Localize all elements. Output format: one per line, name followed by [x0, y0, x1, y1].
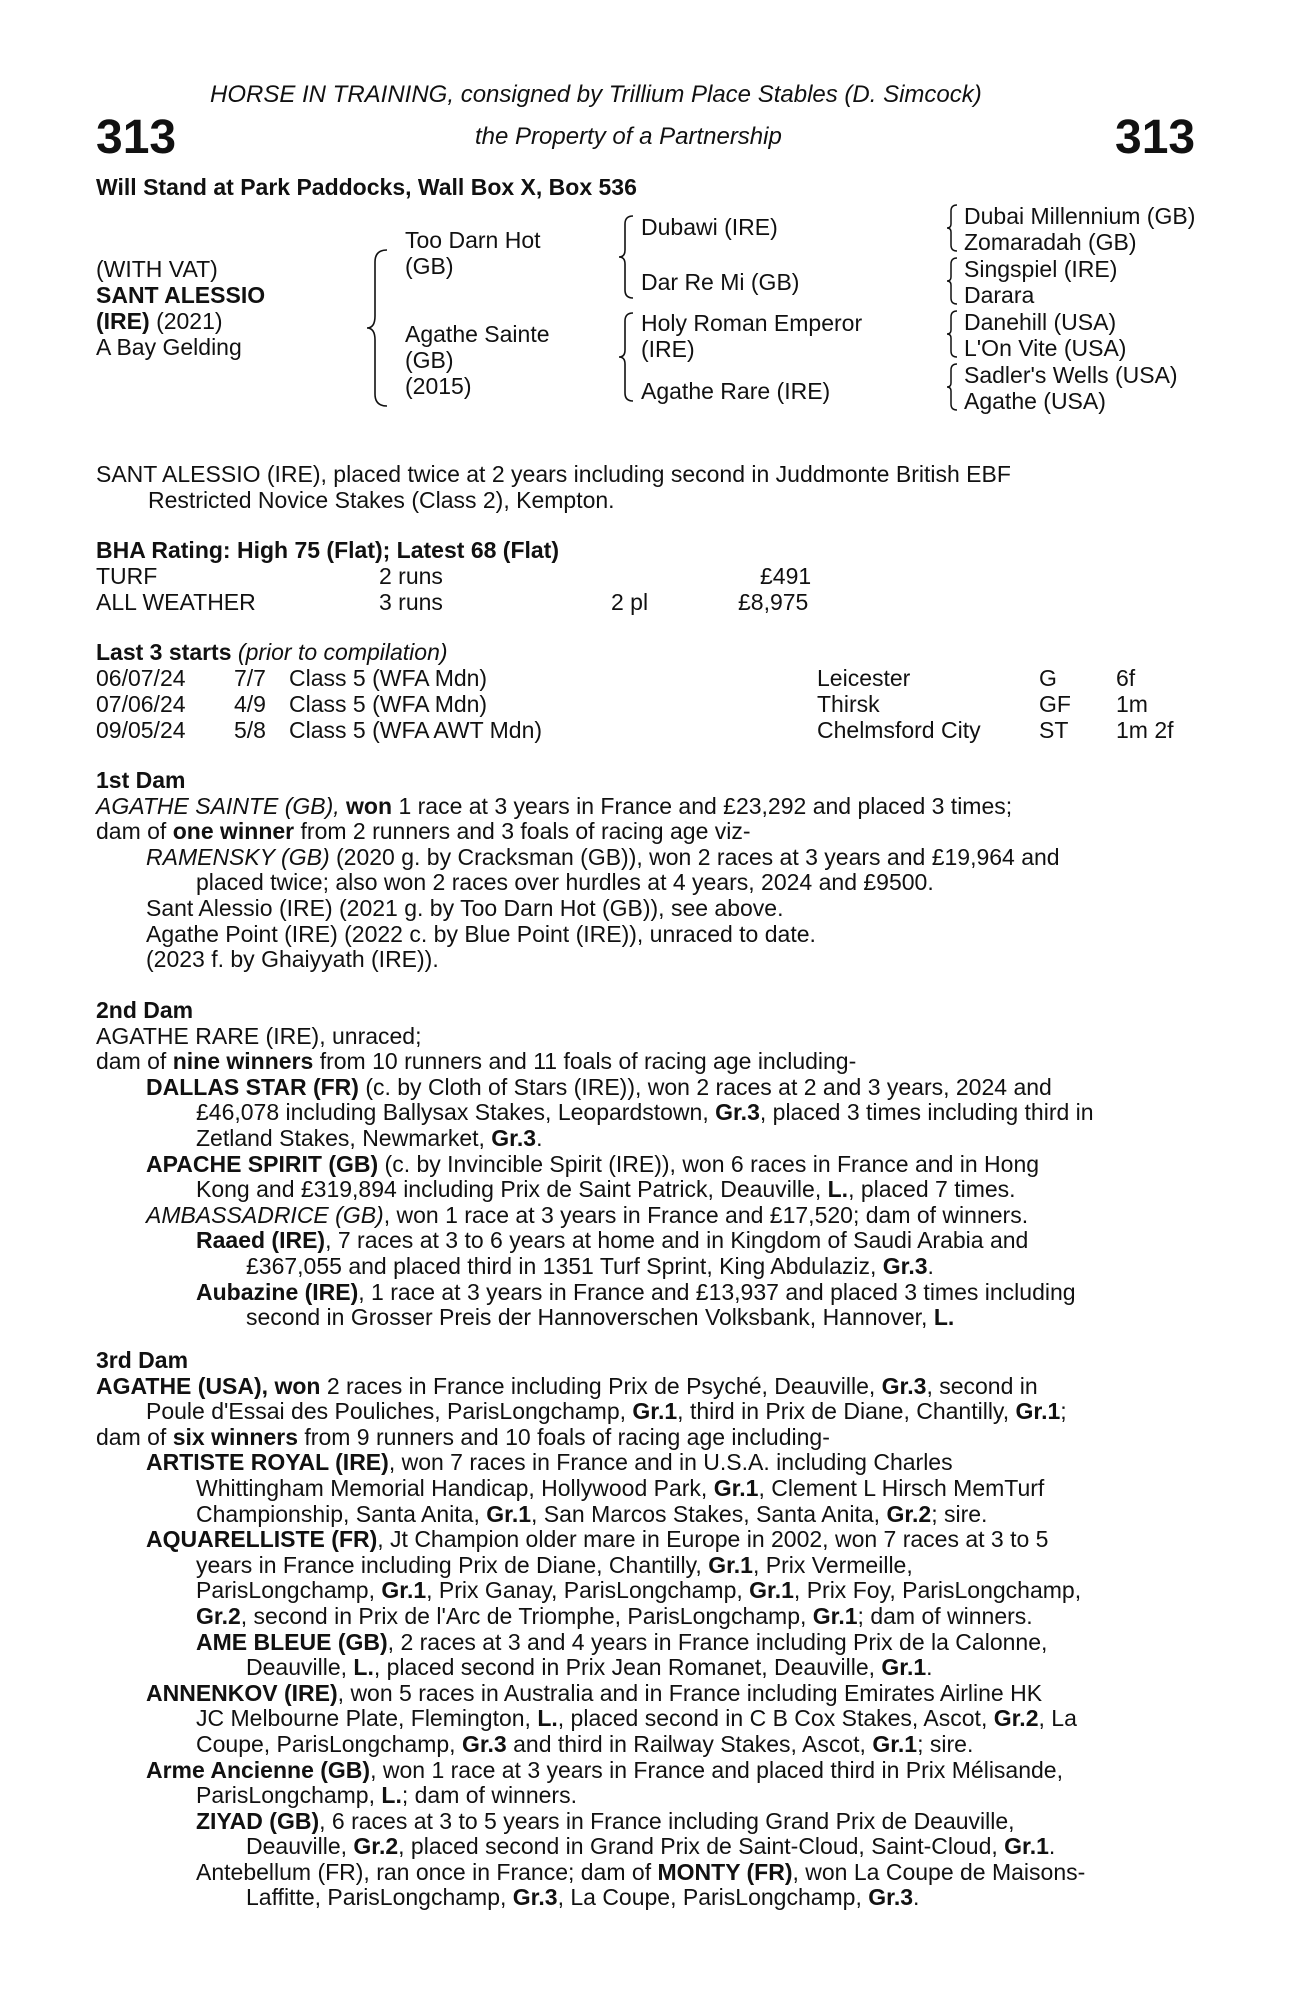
- grade-badge: Gr.3: [491, 1124, 537, 1151]
- progeny-agathe-point: Agathe Point (IRE) (2022 c. by Blue Point (IRE)), unraced to date.: [146, 920, 816, 947]
- artiste-royal-line3: [96, 1502, 1206, 1528]
- start-2-going: GF: [1039, 691, 1071, 717]
- rating-row-aw-placed: 2 pl: [611, 589, 649, 615]
- third-dam-record: 2 races in France including Prix de Psyché, Deauville,: [326, 1372, 876, 1399]
- second-dam-line2: [96, 1049, 1206, 1075]
- g3-ancestor-7: Sadler's Wells (USA): [964, 362, 1178, 388]
- apache-spirit-line2: [96, 1177, 1206, 1203]
- dam-dam: Agathe Rare (IRE): [641, 378, 831, 404]
- rating-row-aw-surface: ALL WEATHER: [96, 589, 256, 615]
- apache-spirit-race: Kong and £319,894 including Prix de Saint Patrick, Deauville,: [196, 1176, 822, 1203]
- dallas-star-race: £46,078 including Ballysax Stakes, Leopardstown,: [196, 1099, 709, 1126]
- annenkov-name: ANNENKOV (IRE): [146, 1679, 338, 1706]
- ame-bleue-name: AME BLEUE (GB): [196, 1628, 388, 1655]
- apache-spirit-name: APACHE SPIRIT (GB): [146, 1150, 379, 1177]
- third-dam-foals: from 9 runners and 10 foals of racing age including-: [304, 1423, 830, 1450]
- vat-status: (WITH VAT): [96, 256, 218, 282]
- ziyad-name: ZIYAD (GB): [196, 1807, 320, 1834]
- listed-badge: L.: [353, 1654, 374, 1681]
- apache-spirit-line1: [96, 1152, 1206, 1178]
- annenkov-line1: [96, 1681, 1206, 1707]
- ziyad-line2: [96, 1834, 1206, 1860]
- pedigree-brace-g3-2: [945, 256, 959, 306]
- horse-origin-year: [96, 309, 223, 335]
- annenkov-race: JC Melbourne Plate, Flemington,: [196, 1705, 531, 1732]
- aubazine-name: Aubazine (IRE): [196, 1278, 359, 1305]
- g3-ancestor-8: Agathe (USA): [964, 388, 1106, 414]
- g3-ancestor-4: Darara: [964, 282, 1035, 308]
- aquarelliste-dam-of: ; dam of winners.: [857, 1602, 1033, 1629]
- aquarelliste-record: , Jt Champion older mare in Europe in 2002, won 7 races at 3 to 5: [377, 1526, 1049, 1553]
- g3-ancestor-5: Danehill (USA): [964, 309, 1117, 335]
- ame-bleue-line1: [96, 1630, 1206, 1656]
- antebellum-text: Antebellum (FR), ran once in France; dam of: [196, 1858, 652, 1885]
- artiste-royal-line1: [96, 1450, 1206, 1476]
- third-dam-second: , second in: [926, 1372, 1038, 1399]
- dallas-star-line3: [96, 1126, 1206, 1152]
- first-dam-line1: [96, 794, 1206, 820]
- third-dam-won: , won: [261, 1372, 321, 1399]
- grade-badge: Gr.3: [512, 1884, 558, 1911]
- grade-badge: Gr.1: [881, 1654, 927, 1681]
- start-2-pos: 4/9: [234, 691, 266, 717]
- ambassadrice-name: AMBASSADRICE (GB): [146, 1201, 384, 1228]
- first-dam-title: 1st Dam: [96, 767, 186, 793]
- start-2-dist: 1m: [1116, 691, 1148, 717]
- dallas-star-race2: Zetland Stakes, Newmarket,: [196, 1124, 485, 1151]
- grade-badge: Gr.1: [872, 1730, 918, 1757]
- artiste-royal-line2: [96, 1476, 1206, 1502]
- third-dam-third: , third in Prix de Diane, Chantilly,: [677, 1398, 1010, 1425]
- ziyad-second: , placed second in Grand Prix de Saint-Cloud, Saint-Cloud,: [398, 1833, 998, 1860]
- start-1-course: Leicester: [817, 665, 911, 691]
- ziyad-record: , 6 races at 3 to 5 years in France including Grand Prix de Deauville,: [319, 1807, 1015, 1834]
- dallas-star-line2: [96, 1100, 1206, 1126]
- punctuation: .: [927, 1252, 934, 1279]
- antebellum-line1: [96, 1860, 1206, 1886]
- third-dam-title: 3rd Dam: [96, 1347, 189, 1373]
- third-dam-line2: [96, 1399, 1206, 1425]
- ziyad-course: Deauville,: [246, 1833, 347, 1860]
- grade-badge: Gr.2: [196, 1602, 241, 1629]
- listed-badge: L.: [933, 1304, 955, 1331]
- stand-location: Will Stand at Park Paddocks, Wall Box X, Box 536: [96, 174, 637, 200]
- aquarelliste-line1: [96, 1527, 1206, 1553]
- punctuation: ;: [1060, 1398, 1067, 1425]
- raaed-race: £367,055 and placed third in 1351 Turf Sprint, King Abdulaziz,: [246, 1252, 877, 1279]
- pedigree-brace-g3-4: [945, 362, 959, 412]
- ziyad-line1: [96, 1809, 1206, 1835]
- listed-badge: L.: [381, 1782, 402, 1809]
- horse-name: SANT ALESSIO: [96, 282, 266, 308]
- rating-row-turf-surface: TURF: [96, 563, 158, 589]
- g3-ancestor-3: Singspiel (IRE): [964, 256, 1118, 282]
- aquarelliste-line4: [96, 1604, 1206, 1630]
- pedigree-brace-g3-1: [945, 203, 959, 253]
- start-2-course: Thirsk: [817, 691, 880, 717]
- first-dam-foals: from 2 runners and 3 foals of racing age viz-: [300, 818, 751, 845]
- first-dam-dam-of: dam of: [96, 818, 167, 845]
- ame-bleue-course: Deauville,: [246, 1654, 347, 1681]
- punctuation: .: [926, 1654, 933, 1681]
- start-3-pos: 5/8: [234, 717, 266, 743]
- start-1-date: 06/07/24: [96, 665, 186, 691]
- progeny-ramensky-record: (2020 g. by Cracksman (GB)), won 2 races at 3 years and £19,964 and: [336, 843, 1060, 870]
- sire-dam: Dar Re Mi (GB): [641, 269, 800, 295]
- apache-spirit-placed: , placed 7 times.: [848, 1176, 1016, 1203]
- horse-description: A Bay Gelding: [96, 334, 242, 360]
- annenkov-line2: [96, 1706, 1206, 1732]
- rating-row-aw-runs: 3 runs: [379, 589, 443, 615]
- arme-ancienne-course: ParisLongchamp,: [196, 1782, 375, 1809]
- aquarelliste-name: AQUARELLISTE (FR): [146, 1526, 378, 1553]
- monty-race2: , La Coupe, ParisLongchamp,: [557, 1884, 862, 1911]
- summary-line2: Restricted Novice Stakes (Class 2), Kempton.: [148, 487, 615, 513]
- arme-ancienne-record: , won 1 race at 3 years in France and placed third in Prix Mélisande,: [370, 1756, 1063, 1783]
- first-dam-won: won: [346, 792, 393, 819]
- second-dam-foals: from 10 runners and 11 foals of racing age including-: [319, 1048, 857, 1075]
- third-dam-winners: six winners: [172, 1423, 298, 1450]
- third-dam-line3: [96, 1425, 1206, 1451]
- start-1-pos: 7/7: [234, 665, 266, 691]
- start-1-going: G: [1039, 665, 1057, 691]
- third-dam-section: [96, 1348, 1206, 1911]
- first-dam-section: [96, 768, 1206, 973]
- apache-spirit-record: (c. by Invincible Spirit (IRE)), won 6 races in France and in Hong: [384, 1150, 1040, 1177]
- second-dam-title: 2nd Dam: [96, 997, 194, 1023]
- grade-badge: Gr.1: [632, 1398, 678, 1425]
- pedigree-brace-sire-line: [617, 214, 637, 300]
- annenkov-sire: ; sire.: [917, 1730, 974, 1757]
- dam-name-line3: (2015): [405, 373, 472, 399]
- monty-race: Laffitte, ParisLongchamp,: [246, 1884, 507, 1911]
- arme-ancienne-dam-of: ; dam of winners.: [401, 1782, 577, 1809]
- artiste-royal-record: , won 7 races in France and in U.S.A. including Charles: [388, 1449, 953, 1476]
- grade-badge: Gr.1: [1004, 1833, 1049, 1860]
- header-consignor-line: HORSE IN TRAINING, consigned by Trillium Place Stables (D. Simcock): [210, 81, 982, 108]
- rating-row-aw-prize: £8,975: [738, 589, 809, 615]
- ambassadrice-line: [96, 1203, 1206, 1229]
- first-dam-winners: one winner: [172, 818, 295, 845]
- dallas-star-line1: [96, 1075, 1206, 1101]
- aubazine-line1: [96, 1280, 1206, 1306]
- artiste-royal-sire: ; sire.: [931, 1500, 988, 1527]
- listed-badge: L.: [827, 1176, 849, 1203]
- ambassadrice-record: , won 1 race at 3 years in France and £17,520; dam of winners.: [383, 1201, 1029, 1228]
- ame-bleue-record: , 2 races at 3 and 4 years in France including Prix de la Calonne,: [387, 1628, 1048, 1655]
- raaed-line2: [96, 1254, 1206, 1280]
- progeny-2023-filly: (2023 f. by Ghaiyyath (IRE)).: [146, 946, 439, 973]
- aquarelliste-race4: , Prix Ganay, ParisLongchamp,: [426, 1577, 743, 1604]
- progeny-ramensky-name: RAMENSKY (GB): [146, 843, 330, 870]
- grade-badge: Gr.3: [868, 1884, 914, 1911]
- annenkov-record: , won 5 races in Australia and in France including Emirates Airline HK: [337, 1679, 1043, 1706]
- last-starts-heading: [96, 640, 448, 666]
- punctuation: .: [913, 1884, 920, 1911]
- start-2-date: 07/06/24: [96, 691, 186, 717]
- third-dam-dam-of: dam of: [96, 1423, 167, 1450]
- annenkov-la: , La: [1038, 1705, 1077, 1732]
- last-starts-title: Last 3 starts: [96, 639, 232, 665]
- raaed-record: , 7 races at 3 to 6 years at home and in Kingdom of Saudi Arabia and: [325, 1227, 1029, 1254]
- dam-sire-line2: (IRE): [641, 336, 695, 362]
- start-2-race: Class 5 (WFA Mdn): [289, 691, 488, 717]
- ame-bleue-line2: [96, 1655, 1206, 1681]
- start-3-race: Class 5 (WFA AWT Mdn): [289, 717, 543, 743]
- punctuation: .: [1048, 1833, 1056, 1860]
- first-dam-record: 1 race at 3 years in France and £23,292 and placed 3 times;: [398, 792, 1013, 819]
- start-1-dist: 6f: [1116, 665, 1136, 691]
- artiste-royal-race3: Championship, Santa Anita,: [196, 1500, 480, 1527]
- aquarelliste-line2: [96, 1553, 1206, 1579]
- lot-number-left: 313: [96, 111, 177, 164]
- antebellum-line2: [96, 1885, 1206, 1911]
- grade-badge: Gr.1: [486, 1500, 532, 1527]
- dallas-star-name: DALLAS STAR (FR): [146, 1073, 359, 1100]
- start-3-date: 09/05/24: [96, 717, 186, 743]
- monty-record: , won La Coupe de Maisons-: [792, 1858, 1086, 1885]
- first-dam-name: AGATHE SAINTE (GB),: [96, 792, 340, 819]
- raaed-line1: [96, 1228, 1206, 1254]
- listed-badge: L.: [537, 1705, 558, 1732]
- annenkov-line3: [96, 1732, 1206, 1758]
- second-dam-line1: AGATHE RARE (IRE), unraced;: [96, 1022, 422, 1049]
- dam-sire-line1: Holy Roman Emperor: [641, 310, 863, 336]
- rating-row-turf-runs: 2 runs: [379, 563, 443, 589]
- bha-rating: BHA Rating: High 75 (Flat); Latest 68 (Flat): [96, 537, 559, 563]
- grade-badge: Gr.3: [881, 1372, 927, 1399]
- second-dam-section: [96, 998, 1206, 1331]
- summary-line1: SANT ALESSIO (IRE), placed twice at 2 years including second in Juddmonte British EBF: [96, 461, 1011, 487]
- aquarelliste-race5: , Prix Foy, ParisLongchamp,: [793, 1577, 1082, 1604]
- monty-name: MONTY (FR): [657, 1858, 793, 1885]
- progeny-ramensky-line1: [96, 845, 1206, 871]
- aquarelliste-race: years in France including Prix de Diane, Chantilly,: [196, 1551, 702, 1578]
- grade-badge: Gr.2: [993, 1705, 1039, 1732]
- rating-row-turf-prize: £491: [760, 563, 812, 589]
- dallas-star-placed: , placed 3 times including third in: [759, 1099, 1094, 1126]
- aubazine-record: , 1 race at 3 years in France and £13,937 and placed 3 times including: [358, 1278, 1076, 1305]
- start-3-course: Chelmsford City: [817, 717, 981, 743]
- artiste-royal-race: Whittingham Memorial Handicap, Hollywood Park,: [196, 1474, 708, 1501]
- second-dam-winners: nine winners: [172, 1048, 314, 1075]
- aquarelliste-line3: [96, 1578, 1206, 1604]
- third-dam-name: AGATHE (USA): [96, 1372, 262, 1399]
- grade-badge: Gr.1: [713, 1474, 759, 1501]
- arme-ancienne-line2: [96, 1783, 1206, 1809]
- annenkov-third: and third in Railway Stakes, Ascot,: [513, 1730, 866, 1757]
- g3-ancestor-6: L'On Vite (USA): [964, 335, 1127, 361]
- punctuation: .: [536, 1124, 543, 1151]
- annenkov-second: , placed second in C B Cox Stakes, Ascot,: [557, 1705, 988, 1732]
- ame-bleue-second: , placed second in Prix Jean Romanet, Deauville,: [373, 1654, 876, 1681]
- pedigree-brace-g3-3: [945, 309, 959, 359]
- raaed-name: Raaed (IRE): [196, 1227, 326, 1254]
- progeny-sant-alessio: Sant Alessio (IRE) (2021 g. by Too Darn Hot (GB)), see above.: [146, 894, 784, 921]
- third-dam-race: Poule d'Essai des Pouliches, ParisLongchamp,: [146, 1398, 627, 1425]
- grade-badge: Gr.3: [882, 1252, 928, 1279]
- grade-badge: Gr.3: [461, 1730, 507, 1757]
- grade-badge: Gr.1: [1015, 1398, 1061, 1425]
- progeny-ramensky-line2: placed twice; also won 2 races over hurdles at 4 years, 2024 and £9500.: [196, 869, 934, 896]
- horse-year: (2021): [156, 308, 223, 334]
- aubazine-race: second in Grosser Preis der Hannoverschen Volksbank, Hannover,: [246, 1304, 928, 1331]
- aquarelliste-second: , second in Prix de l'Arc de Triomphe, ParisLongchamp,: [240, 1602, 807, 1629]
- sire-name-line2: (GB): [405, 253, 454, 279]
- aquarelliste-race3: ParisLongchamp,: [196, 1577, 375, 1604]
- aubazine-line2: [96, 1305, 1206, 1331]
- grade-badge: Gr.3: [715, 1099, 760, 1126]
- grade-badge: Gr.1: [708, 1551, 753, 1578]
- start-3-going: ST: [1039, 717, 1069, 743]
- lot-number-right: 313: [1115, 111, 1196, 164]
- grade-badge: Gr.1: [749, 1577, 794, 1604]
- pedigree-brace-parents: [365, 248, 393, 408]
- first-dam-line2: [96, 819, 1206, 845]
- grade-badge: Gr.1: [381, 1577, 427, 1604]
- arme-ancienne-name: Arme Ancienne (GB): [146, 1756, 371, 1783]
- dam-name-line2: (GB): [405, 347, 454, 373]
- artiste-royal-race2: , Clement L Hirsch MemTurf: [758, 1474, 1045, 1501]
- sire-name-line1: Too Darn Hot: [405, 227, 541, 253]
- annenkov-coupe: Coupe, ParisLongchamp,: [196, 1730, 456, 1757]
- aquarelliste-race2: , Prix Vermeille,: [752, 1551, 913, 1578]
- second-dam-dam-of: dam of: [96, 1048, 167, 1075]
- grade-badge: Gr.2: [353, 1833, 399, 1860]
- grade-badge: Gr.2: [886, 1500, 932, 1527]
- start-1-race: Class 5 (WFA Mdn): [289, 665, 488, 691]
- pedigree-brace-dam-line: [617, 311, 637, 403]
- sire-sire: Dubawi (IRE): [641, 214, 778, 240]
- g3-ancestor-2: Zomaradah (GB): [964, 229, 1137, 255]
- third-dam-line1: [96, 1374, 1206, 1400]
- artiste-royal-name: ARTISTE ROYAL (IRE): [146, 1449, 389, 1476]
- horse-origin: (IRE): [96, 308, 150, 334]
- g3-ancestor-1: Dubai Millennium (GB): [964, 203, 1196, 229]
- dam-name-line1: Agathe Sainte: [405, 321, 550, 347]
- artiste-royal-race4: , San Marcos Stakes, Santa Anita,: [531, 1500, 881, 1527]
- last-starts-note: (prior to compilation): [237, 639, 448, 665]
- grade-badge: Gr.1: [812, 1602, 858, 1629]
- arme-ancienne-line1: [96, 1758, 1206, 1784]
- dallas-star-record: (c. by Cloth of Stars (IRE)), won 2 races at 2 and 3 years, 2024 and: [365, 1073, 1052, 1100]
- header-property-line: the Property of a Partnership: [475, 123, 782, 150]
- start-3-dist: 1m 2f: [1116, 717, 1174, 743]
